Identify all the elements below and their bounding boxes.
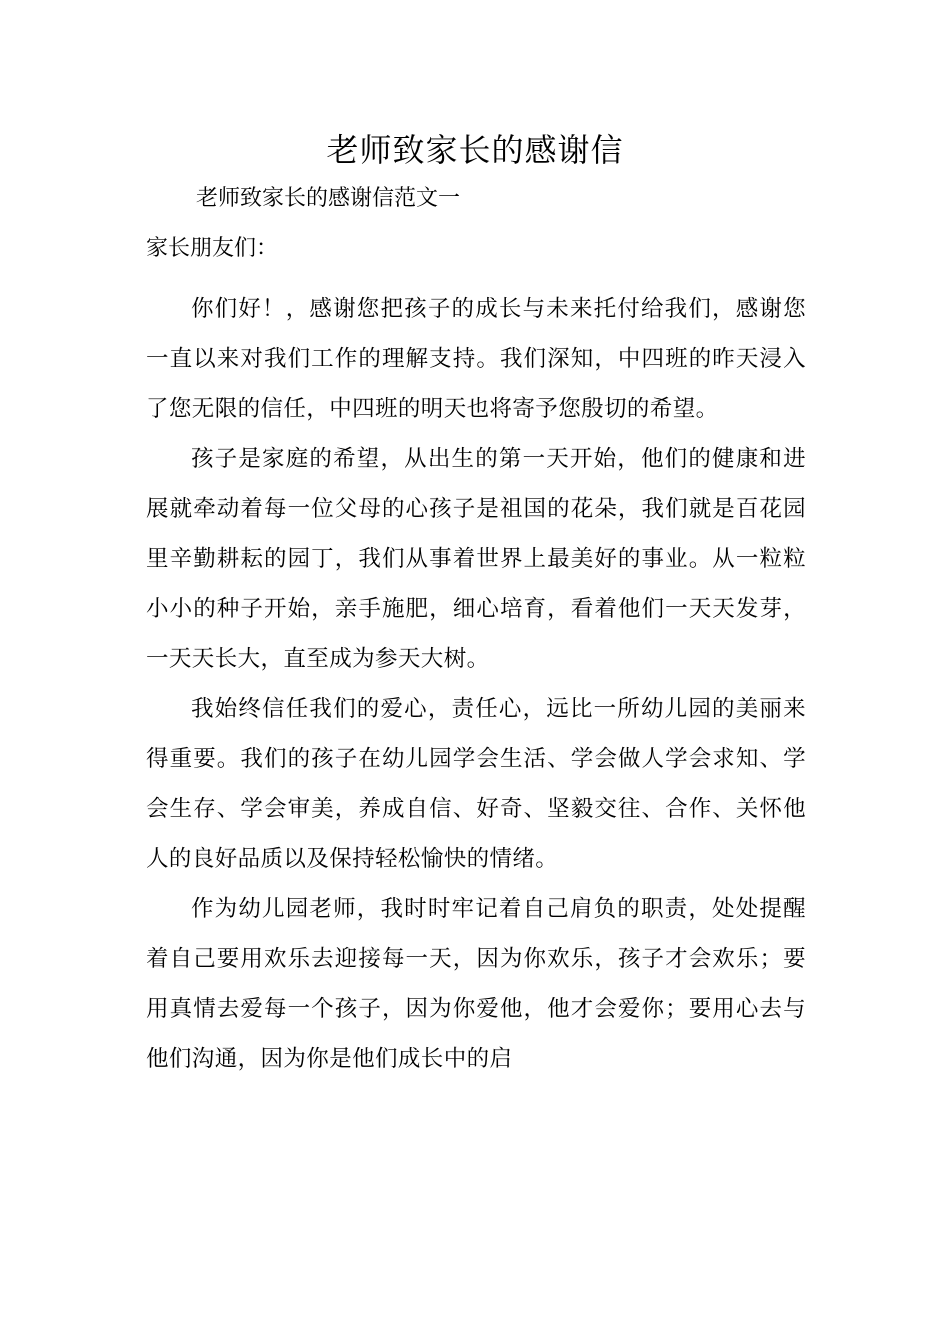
document-subtitle: 老师致家长的感谢信范文一 (196, 186, 461, 211)
paragraph-2: 孩子是家庭的希望，从出生的第一天开始，他们的健康和进展就牵动着每一位父母的心孩子是祖国的花朵，我们就是百花园里辛勤耕耘的园丁，我们从事着世界上最美好的事业。从一粒粒小小的种子开始，亲手施肥，细心培育，看着他们一天天发芽，一天天长大，直至成为参天大树。 (146, 446, 806, 672)
paragraph-1: 你们好！，感谢您把孩子的成长与未来托付给我们，感谢您一直以来对我们工作的理解支持。我们深知，中四班的昨天浸入了您无限的信任，中四班的明天也将寄予您殷切的希望。 (146, 296, 806, 422)
letter-body (146, 284, 806, 1084)
paragraph-3: 我始终信任我们的爱心，责任心，远比一所幼儿园的美丽来得重要。我们的孩子在幼儿园学会生活、学会做人学会求知、学会生存、学会审美，养成自信、好奇、坚毅交往、合作、关怀他人的良好品质以及保持轻松愉快的情绪。 (146, 696, 806, 872)
salutation: 家长朋友们： (146, 236, 279, 261)
document-title: 老师致家长的感谢信 (326, 131, 624, 169)
paragraph-4: 作为幼儿园老师，我时时牢记着自己肩负的职责，处处提醒着自己要用欢乐去迎接每一天，因为你欢乐，孩子才会欢乐；要用真情去爱每一个孩子，因为你爱他，他才会爱你；要用心去与他们沟通，因为你是他们成长中的启 (146, 896, 806, 1072)
